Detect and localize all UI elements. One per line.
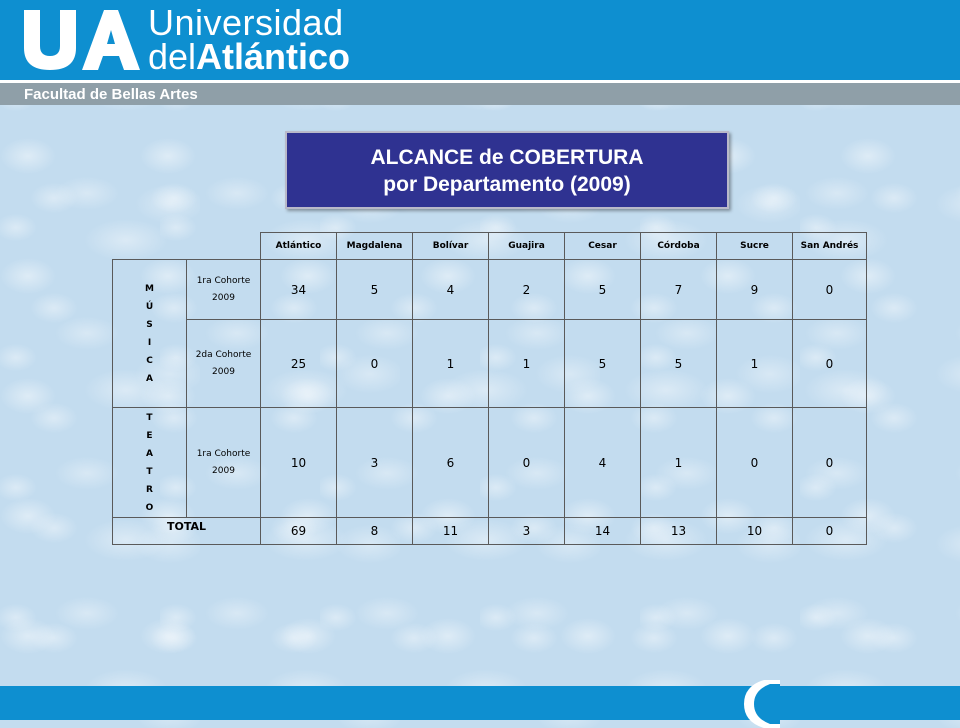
cohort-label: [187, 320, 261, 408]
program-letter: S: [146, 319, 153, 330]
total-label: TOTAL: [113, 518, 261, 545]
cohort-name: 2da Cohorte: [195, 349, 252, 360]
university-name-line2: [148, 36, 351, 77]
column-header: Magdalena: [337, 233, 413, 260]
slide-title-line2: por Departamento (2009): [383, 173, 631, 196]
cohort-label: [187, 408, 261, 518]
table-cell: 0: [337, 320, 413, 408]
slide-title-line1: ALCANCE de COBERTURA: [370, 146, 644, 169]
university-name: [148, 2, 351, 77]
slide-title: [285, 131, 729, 209]
column-header: Atlántico: [261, 233, 337, 260]
cohort-name: 1ra Cohorte: [196, 448, 251, 459]
university-name-bold: Atlántico: [196, 36, 351, 77]
table-cell: 0: [793, 260, 867, 320]
table-row: [113, 408, 867, 518]
table-header-row: [113, 233, 867, 260]
program-letter: R: [146, 484, 153, 495]
table-cell: 0: [489, 408, 565, 518]
footer-bar: [0, 686, 960, 720]
table-cell: 4: [413, 260, 489, 320]
program-letter: T: [146, 412, 153, 423]
column-header: Bolívar: [413, 233, 489, 260]
table-cell: 5: [565, 320, 641, 408]
table-cell: 10: [261, 408, 337, 518]
table-corner: [113, 233, 261, 260]
table-cell: 6: [413, 408, 489, 518]
table-row: [113, 260, 867, 320]
university-logo: [22, 6, 140, 72]
table-cell: 0: [793, 320, 867, 408]
table-cell: 5: [337, 260, 413, 320]
program-letter: C: [146, 355, 153, 366]
column-header: Sucre: [717, 233, 793, 260]
program-letter: O: [145, 502, 154, 513]
university-name-line1: Universidad: [148, 2, 344, 43]
logo-mark-text: [22, 6, 23, 7]
cohort-year: 2009: [212, 292, 235, 303]
table-cell: 1: [641, 408, 717, 518]
table-cell: 7: [641, 260, 717, 320]
table-cell: 0: [793, 408, 867, 518]
total-cell: 14: [565, 518, 641, 545]
university-name-prefix: del: [148, 36, 197, 77]
total-cell: 69: [261, 518, 337, 545]
column-header: Guajira: [489, 233, 565, 260]
table-cell: 1: [489, 320, 565, 408]
table-cell: 5: [565, 260, 641, 320]
total-cell: 11: [413, 518, 489, 545]
cohort-label: [187, 260, 261, 320]
table-cell: 1: [413, 320, 489, 408]
table-cell: 3: [337, 408, 413, 518]
program-letter: Ú: [145, 301, 154, 312]
ua-logo-icon: [22, 8, 140, 70]
faculty-bar: [0, 80, 960, 105]
coverage-table: [112, 232, 867, 545]
table-total-row: [113, 518, 867, 545]
total-cell: 3: [489, 518, 565, 545]
column-header: Córdoba: [641, 233, 717, 260]
column-header: San Andrés: [793, 233, 867, 260]
total-cell: 8: [337, 518, 413, 545]
faculty-bar-stripe: [0, 80, 960, 83]
total-cell: 0: [793, 518, 867, 545]
program-label-teatro: [113, 408, 187, 518]
cohort-year: 2009: [212, 465, 235, 476]
table-cell: 25: [261, 320, 337, 408]
column-header: Cesar: [565, 233, 641, 260]
program-label-musica: [113, 260, 187, 408]
table-cell: 9: [717, 260, 793, 320]
total-cell: 13: [641, 518, 717, 545]
program-letter: T: [146, 466, 153, 477]
table-cell: 0: [717, 408, 793, 518]
cohort-year: 2009: [212, 366, 235, 377]
table-cell: 1: [717, 320, 793, 408]
table-cell: 5: [641, 320, 717, 408]
program-letter: A: [146, 448, 153, 459]
table-cell: 4: [565, 408, 641, 518]
faculty-name: Facultad de Bellas Artes: [24, 86, 198, 103]
table-cell: 2: [489, 260, 565, 320]
total-cell: 10: [717, 518, 793, 545]
program-letter: M: [145, 283, 154, 294]
footer-logo-mark-icon: [740, 680, 780, 728]
cohort-name: 1ra Cohorte: [196, 275, 251, 286]
table-row: [113, 320, 867, 408]
program-letter: I: [147, 337, 152, 348]
table-cell: 34: [261, 260, 337, 320]
program-letter: E: [146, 430, 153, 441]
header-bar: [0, 0, 960, 80]
program-letter: A: [146, 373, 153, 384]
